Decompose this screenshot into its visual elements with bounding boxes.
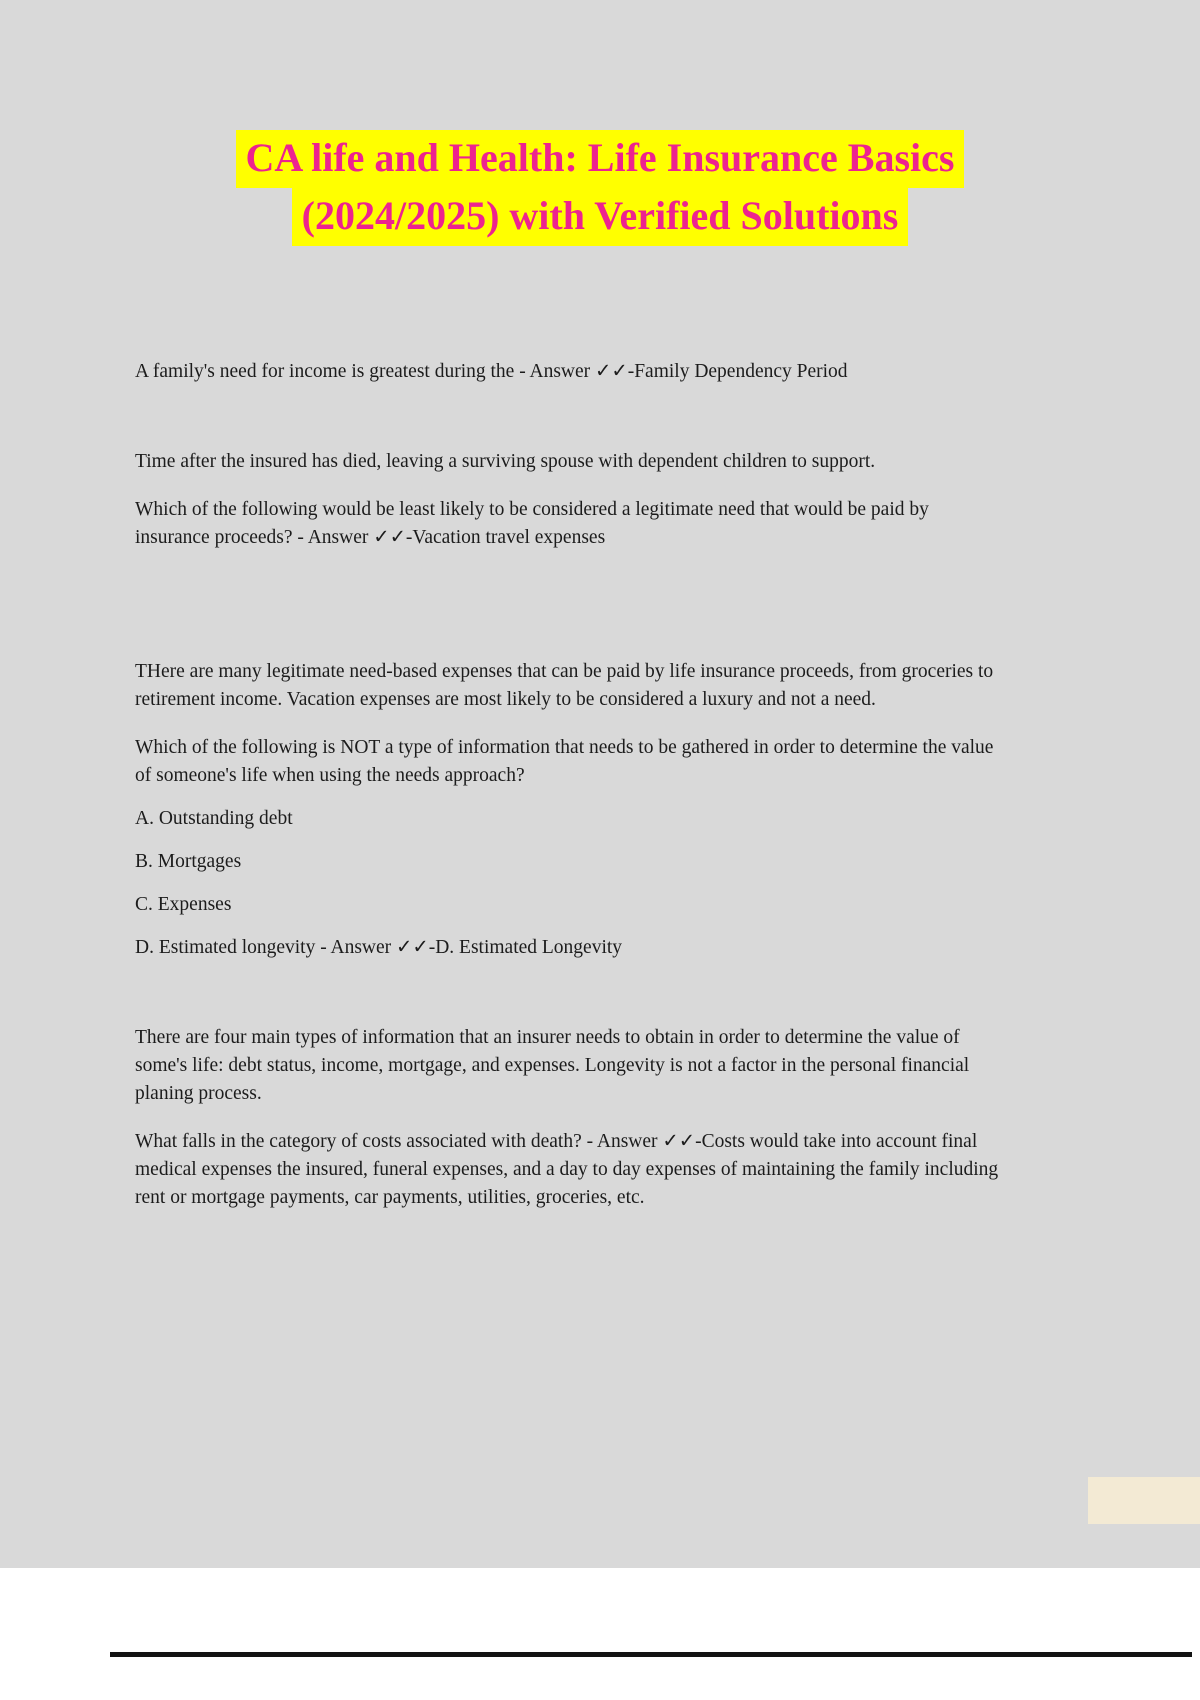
answer-explanation: There are four main types of information that an insurer needs to obtain in order to determine the value of some's life: debt status, income, mortgage, and expenses. Longevity is not a factor in the personal financial planing process. xyxy=(135,1027,970,1104)
option-a: A. Outstanding debt xyxy=(135,808,293,829)
page-bottom-strip xyxy=(0,1568,1200,1700)
question-paragraph: Which of the following is NOT a type of information that needs to be gathered in order to determine the value of someone's life when using the needs approach? xyxy=(135,737,994,786)
option-b: B. Mortgages xyxy=(135,851,242,872)
qa-paragraph: Which of the following would be least likely to be considered a legitimate need that would be paid by insurance proceeds? - Answer ✓✓-Vacation travel expenses xyxy=(135,499,929,548)
qa-paragraph: What falls in the category of costs associated with death? - Answer ✓✓-Costs would take into account final medical expenses the insured, funeral expenses, and a day to day expenses of maintaining the family including rent or mortgage payments, car payments, utilities, groceries, etc. xyxy=(135,1131,999,1208)
answer-explanation: Time after the insured has died, leaving a surviving spouse with dependent children to support. xyxy=(135,451,876,472)
document-body xyxy=(135,358,1007,1212)
answer-explanation: THere are many legitimate need-based expenses that can be paid by life insurance proceeds, from groceries to retirement income. Vacation expenses are most likely to be considered a luxury and not a need. xyxy=(135,661,994,710)
divider-line xyxy=(110,1652,1192,1657)
option-c: C. Expenses xyxy=(135,894,232,915)
document-title xyxy=(0,130,1200,246)
highlight-artifact xyxy=(1088,1477,1200,1524)
title-line-1: CA life and Health: Life Insurance Basics xyxy=(236,130,965,188)
title-line-2: (2024/2025) with Verified Solutions xyxy=(292,188,909,246)
qa-paragraph: A family's need for income is greatest during the - Answer ✓✓-Family Dependency Period xyxy=(135,361,848,382)
option-d-answer: D. Estimated longevity - Answer ✓✓-D. Estimated Longevity xyxy=(135,937,623,958)
